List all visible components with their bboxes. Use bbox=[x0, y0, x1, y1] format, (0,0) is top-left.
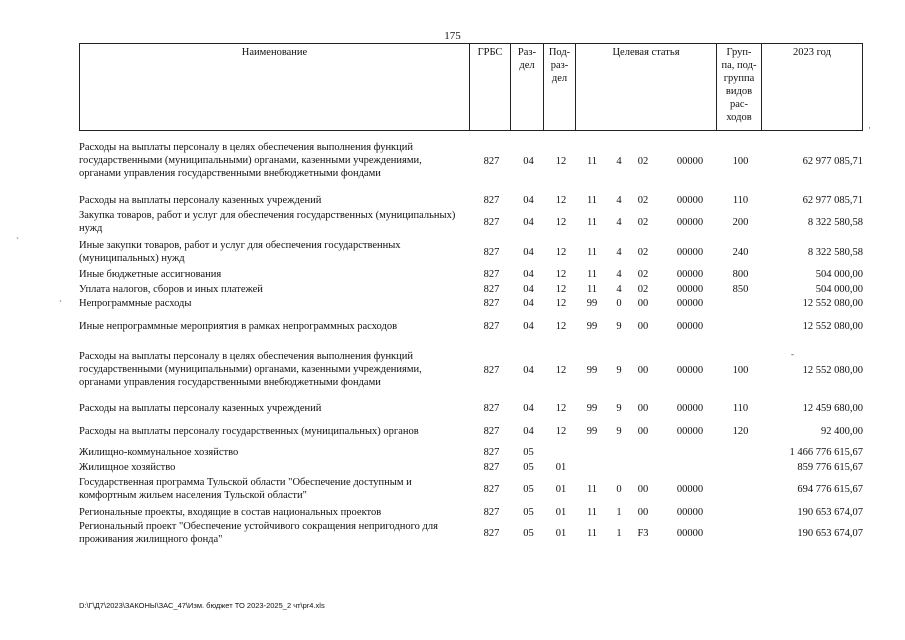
row-t1: 11 bbox=[586, 156, 598, 167]
row-rz: 05 bbox=[523, 447, 534, 458]
table-row bbox=[0, 506, 905, 519]
row-name: Жилищно-коммунальное хозяйство bbox=[79, 447, 239, 458]
table-row bbox=[0, 446, 905, 459]
row-t2: 4 bbox=[616, 247, 622, 258]
row-pr: 01 bbox=[555, 507, 567, 518]
row-grbs: 827 bbox=[483, 156, 500, 167]
row-t4: 00000 bbox=[676, 195, 704, 206]
page-number: 175 bbox=[444, 30, 461, 42]
row-rz: 04 bbox=[523, 269, 534, 280]
speck: · bbox=[868, 123, 871, 133]
row-name: Расходы на выплаты персоналу государственных (муниципальных) органов bbox=[79, 426, 419, 437]
row-t3: 00 bbox=[637, 484, 649, 495]
row-t2: 9 bbox=[616, 321, 622, 332]
row-name: Региональные проекты, входящие в состав национальных проектов bbox=[79, 507, 382, 518]
row-pr: 01 bbox=[555, 484, 567, 495]
row-t2: 0 bbox=[616, 484, 622, 495]
row-rz: 04 bbox=[523, 426, 534, 437]
row-amount: 8 322 580,58 bbox=[807, 247, 863, 258]
row-name: Расходы на выплаты персоналу казенных учреждений bbox=[79, 403, 322, 414]
table-row bbox=[0, 209, 905, 235]
row-t4: 00000 bbox=[676, 284, 704, 295]
row-amount: 12 459 680,00 bbox=[802, 403, 863, 414]
row-amount: 62 977 085,71 bbox=[802, 156, 863, 167]
row-t2: 1 bbox=[616, 507, 622, 518]
row-grbs: 827 bbox=[483, 247, 500, 258]
row-t4: 00000 bbox=[676, 403, 704, 414]
row-name: Иные бюджетные ассигнования bbox=[79, 269, 222, 280]
row-pr: 12 bbox=[555, 195, 567, 206]
row-name: Закупка товаров, работ и услуг для обеспечения государственных (муниципальных) нужд bbox=[79, 210, 456, 234]
table-row bbox=[0, 239, 905, 265]
row-t4: 00000 bbox=[676, 528, 704, 539]
row-t4: 00000 bbox=[676, 298, 704, 309]
row-vr: 120 bbox=[732, 426, 749, 437]
row-rz: 05 bbox=[523, 507, 534, 518]
table-row bbox=[0, 283, 905, 296]
row-t2: 9 bbox=[616, 365, 622, 376]
row-t3: 02 bbox=[637, 284, 649, 295]
row-name: Государственная программа Тульской области "Обеспечение доступным и комфортным жильем населения Тульской области" bbox=[79, 477, 412, 501]
row-amount: 504 000,00 bbox=[815, 269, 863, 280]
row-grbs: 827 bbox=[483, 462, 500, 473]
row-name: Непрограммные расходы bbox=[79, 298, 192, 309]
row-t4: 00000 bbox=[676, 217, 704, 228]
row-t2: 4 bbox=[616, 195, 622, 206]
row-rz: 05 bbox=[523, 528, 534, 539]
header-name: Наименование bbox=[79, 43, 470, 131]
row-vr: 110 bbox=[732, 195, 749, 206]
row-t2: 4 bbox=[616, 217, 622, 228]
row-amount: 12 552 080,00 bbox=[802, 321, 863, 332]
row-t4: 00000 bbox=[676, 247, 704, 258]
speck: ˏ bbox=[59, 292, 62, 302]
table-row bbox=[0, 461, 905, 474]
row-grbs: 827 bbox=[483, 298, 500, 309]
row-grbs: 827 bbox=[483, 217, 500, 228]
row-t4: 00000 bbox=[676, 269, 704, 280]
row-t3: 00 bbox=[637, 403, 649, 414]
row-t1: 11 bbox=[586, 484, 598, 495]
row-t3: 00 bbox=[637, 321, 649, 332]
row-t2: 4 bbox=[616, 156, 622, 167]
table-row bbox=[0, 402, 905, 415]
row-name: Уплата налогов, сборов и иных платежей bbox=[79, 284, 263, 295]
row-rz: 05 bbox=[523, 484, 534, 495]
row-grbs: 827 bbox=[483, 195, 500, 206]
row-t1: 11 bbox=[586, 507, 598, 518]
row-amount: 92 400,00 bbox=[821, 426, 863, 437]
row-grbs: 827 bbox=[483, 484, 500, 495]
row-name: Расходы на выплаты персоналу казенных учреждений bbox=[79, 195, 322, 206]
row-amount: 12 552 080,00 bbox=[802, 298, 863, 309]
table-row bbox=[0, 194, 905, 207]
row-vr: 100 bbox=[732, 156, 749, 167]
row-t1: 99 bbox=[586, 365, 598, 376]
table-row bbox=[0, 268, 905, 281]
header-razdel: Раз- дел bbox=[511, 43, 544, 131]
table-row bbox=[0, 350, 905, 390]
row-t4: 00000 bbox=[676, 156, 704, 167]
header-grbs: ГРБС bbox=[470, 43, 511, 131]
row-t2: 4 bbox=[616, 269, 622, 280]
row-pr: 12 bbox=[555, 269, 567, 280]
row-amount: 190 653 674,07 bbox=[797, 507, 863, 518]
row-rz: 04 bbox=[523, 403, 534, 414]
row-rz: 04 bbox=[523, 217, 534, 228]
row-pr: 12 bbox=[555, 403, 567, 414]
row-vr: 240 bbox=[732, 247, 749, 258]
row-t1: 11 bbox=[586, 269, 598, 280]
row-amount: 1 466 776 615,67 bbox=[789, 447, 863, 458]
table-row bbox=[0, 297, 905, 310]
table-row bbox=[0, 520, 905, 546]
row-amount: 62 977 085,71 bbox=[802, 195, 863, 206]
table-row bbox=[0, 320, 905, 333]
row-t3: 02 bbox=[637, 247, 649, 258]
row-rz: 04 bbox=[523, 321, 534, 332]
row-name: Расходы на выплаты персоналу в целях обеспечения выполнения функций государственными (муниципальными) органами, казенными учреждениями, органами управления государственными внебюджетными фондами bbox=[79, 351, 422, 388]
row-amount: 694 776 615,67 bbox=[797, 484, 863, 495]
row-rz: 04 bbox=[523, 284, 534, 295]
row-t1: 99 bbox=[586, 298, 598, 309]
row-pr: 12 bbox=[555, 321, 567, 332]
row-vr: 110 bbox=[732, 403, 749, 414]
row-rz: 04 bbox=[523, 195, 534, 206]
row-t4: 00000 bbox=[676, 507, 704, 518]
row-grbs: 827 bbox=[483, 321, 500, 332]
row-amount: 190 653 674,07 bbox=[797, 528, 863, 539]
row-rz: 04 bbox=[523, 365, 534, 376]
row-pr: 01 bbox=[555, 528, 567, 539]
row-t4: 00000 bbox=[676, 484, 704, 495]
row-rz: 04 bbox=[523, 247, 534, 258]
footer-path: D:\Г\Д7\2023\ЗАКОНЫ\ЗАС_47\Изм. бюджет ТО 2023-2025_2 чт\pr4.xls bbox=[79, 601, 325, 610]
row-rz: 05 bbox=[523, 462, 534, 473]
row-pr: 12 bbox=[555, 217, 567, 228]
row-amount: 504 000,00 bbox=[815, 284, 863, 295]
row-pr: 12 bbox=[555, 365, 567, 376]
row-pr: 12 bbox=[555, 298, 567, 309]
row-t1: 11 bbox=[586, 247, 598, 258]
row-grbs: 827 bbox=[483, 269, 500, 280]
header-year: 2023 год bbox=[762, 43, 863, 131]
row-grbs: 827 bbox=[483, 426, 500, 437]
row-t3: 02 bbox=[637, 269, 649, 280]
row-t3: 00 bbox=[637, 426, 649, 437]
row-t4: 00000 bbox=[676, 426, 704, 437]
row-name: Расходы на выплаты персоналу в целях обеспечения выполнения функций государственными (муниципальными) органами, казенными учреждениями, органами управления государственными внебюджетными фондами bbox=[79, 142, 422, 179]
row-grbs: 827 bbox=[483, 365, 500, 376]
row-t1: 99 bbox=[586, 403, 598, 414]
row-grbs: 827 bbox=[483, 447, 500, 458]
row-t3: 02 bbox=[637, 195, 649, 206]
row-t4: 00000 bbox=[676, 321, 704, 332]
row-grbs: 827 bbox=[483, 528, 500, 539]
row-grbs: 827 bbox=[483, 284, 500, 295]
row-grbs: 827 bbox=[483, 403, 500, 414]
row-rz: 04 bbox=[523, 298, 534, 309]
row-t3: 02 bbox=[637, 156, 649, 167]
row-pr: 12 bbox=[555, 247, 567, 258]
row-name: Региональный проект "Обеспечение устойчивого сокращения непригодного для проживания жилищного фонда" bbox=[79, 521, 438, 545]
row-rz: 04 bbox=[523, 156, 534, 167]
row-pr: 01 bbox=[555, 462, 567, 473]
row-t1: 11 bbox=[586, 217, 598, 228]
row-vr: 800 bbox=[732, 269, 749, 280]
row-vr: 100 bbox=[732, 365, 749, 376]
row-grbs: 827 bbox=[483, 507, 500, 518]
row-t2: 9 bbox=[616, 403, 622, 414]
table-row bbox=[0, 141, 905, 181]
row-t3: 00 bbox=[637, 298, 649, 309]
row-t3: 00 bbox=[637, 507, 649, 518]
row-t3: F3 bbox=[637, 528, 649, 539]
header-podrazdel: Под- раз- дел bbox=[544, 43, 576, 131]
row-vr: 850 bbox=[732, 284, 749, 295]
row-amount: 8 322 580,58 bbox=[807, 217, 863, 228]
row-t2: 1 bbox=[616, 528, 622, 539]
header-group: Груп- па, под- группа видов рас- ходов bbox=[717, 43, 762, 131]
row-name: Иные непрограммные мероприятия в рамках непрограммных расходов bbox=[79, 321, 398, 332]
header-target: Целевая статья bbox=[576, 43, 717, 131]
speck: ˋ bbox=[16, 236, 19, 246]
row-t1: 11 bbox=[586, 195, 598, 206]
row-name: Иные закупки товаров, работ и услуг для обеспечения государственных (муниципальных) нужд bbox=[79, 240, 401, 264]
row-pr: 12 bbox=[555, 284, 567, 295]
row-t2: 0 bbox=[616, 298, 622, 309]
row-t4: 00000 bbox=[676, 365, 704, 376]
row-t3: 00 bbox=[637, 365, 649, 376]
row-t1: 99 bbox=[586, 321, 598, 332]
speck: - bbox=[791, 349, 794, 359]
row-t1: 11 bbox=[586, 284, 598, 295]
table-row bbox=[0, 476, 905, 502]
row-t2: 4 bbox=[616, 284, 622, 295]
row-t1: 99 bbox=[586, 426, 598, 437]
row-pr: 12 bbox=[555, 426, 567, 437]
row-amount: 859 776 615,67 bbox=[797, 462, 863, 473]
row-amount: 12 552 080,00 bbox=[802, 365, 863, 376]
row-t3: 02 bbox=[637, 217, 649, 228]
table-row bbox=[0, 425, 905, 438]
row-name: Жилищное хозяйство bbox=[79, 462, 176, 473]
row-pr: 12 bbox=[555, 156, 567, 167]
row-t2: 9 bbox=[616, 426, 622, 437]
row-vr: 200 bbox=[732, 217, 749, 228]
row-t1: 11 bbox=[586, 528, 598, 539]
